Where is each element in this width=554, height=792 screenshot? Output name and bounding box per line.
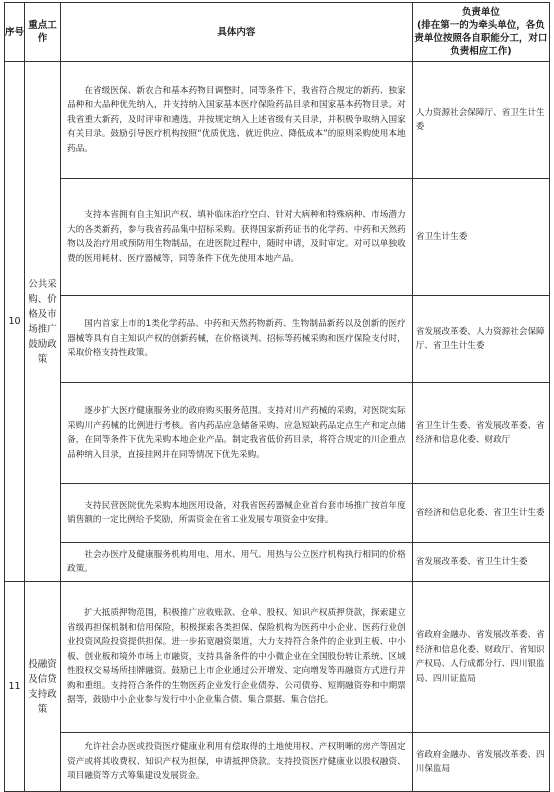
table-row <box>5 383 550 484</box>
content-cell: 扩大抵质押物范围，积极推广应收账款、仓单、股权、知识产权质押贷款，探索建立省级再担保机制和信用保险，积极探索各类担保、保险机构为医药中小企业、医药行业创业投资风险投资提供担保。进一步拓宽融资渠道，大力支持符合条件的企业到主板、中小板、创业板和境外市场上市融资，支持具备条件的中小微企业在全国股份转让系统、区域性股权交易场所挂牌融资。鼓励已上市企业通过公开增发、定向增发等再融资方式进行并购和重组。支持符合条件的生物医药企业发行企业债券、公司债券、短期融资券和中期票据等，鼓励中小企业参与发行中小企业集合债、集合票据、集合信托。 <box>61 582 413 733</box>
row-number: 10 <box>5 62 25 582</box>
table-row <box>5 484 550 543</box>
table-row <box>5 543 550 582</box>
header-unit-title: 负责单位 <box>461 7 500 18</box>
content-cell: 国内首家上市的1类化学药品、中药和天然药物新药、生物制品新药以及创新的医疗器械等具有自主知识产权的创新药械，在价格谈判、招标等药械采购和医疗保险支付时，采取价格支持性政策。 <box>61 296 413 383</box>
unit-cell: 省卫生计生委、省发展改革委、省经济和信息化委、财政厅 <box>412 383 549 484</box>
header-unit-note: (排在第一的为牵头单位，各负责单位按照各自职能分工，对口负责相应工作) <box>414 20 548 57</box>
content-cell: 社会办医疗及健康服务机构用电、用水、用气、用热与公立医疗机构执行相同的价格政策。 <box>61 543 413 582</box>
table-row <box>5 179 550 296</box>
table-row <box>5 733 550 792</box>
unit-cell: 省经济和信息化委、省卫生计生委 <box>412 484 549 543</box>
header-no: 序号 <box>5 3 25 62</box>
header-focus: 重点工作 <box>25 3 61 62</box>
header-unit <box>412 3 549 62</box>
unit-cell: 省发展改革委、省卫生计生委 <box>412 543 549 582</box>
header-content: 具体内容 <box>61 3 413 62</box>
content-cell: 允许社会办医或投资医疗健康业利用有偿取得的土地使用权、产权明晰的房产等固定资产或将其收费权、知识产权为担保，申请抵押贷款。支持投资医疗健康业以股权融资、项目融资等方式筹集建设发展资金。 <box>61 733 413 792</box>
content-cell: 逐步扩大医疗健康服务业的政府购买服务范围。支持对川产药械的采购，对医院实际采购川产药械的比例进行考核。省内药品应急储备采购、应急短缺药品定点生产和定点储备，在同等条件下优先采购本地企业产品。制定我省低价药目录，将符合规定的川企重点品种纳入目录，直接挂网并在同等情况下优先采购。 <box>61 383 413 484</box>
focus-area: 公共采购、价格及市场推广鼓励政策 <box>25 62 61 582</box>
unit-cell: 人力资源社会保障厅、省卫生计生委 <box>412 62 549 179</box>
content-cell: 支持本省拥有自主知识产权、填补临床治疗空白、针对大病种和特殊病种、市场潜力大的各类新药，参与我省药品集中招标采购。获得国家新药证书的化学药、中药和天然药物以及治疗用或预防用生物制品，在进医院过程中，随时申请，及时审定。对可以单独收费的医用耗材、医疗器械等，同等条件下优先使用本地产品。 <box>61 179 413 296</box>
policy-table <box>4 2 550 792</box>
content-cell: 支持民营医院优先采购本地医用设备，对我省医药器械企业首台套市场推广按首年度销售额的一定比例给予奖励，所需资金在省工业发展专项资金中安排。 <box>61 484 413 543</box>
table-row <box>5 296 550 383</box>
focus-area: 投融资及信贷支持政策 <box>25 582 61 792</box>
content-cell: 在省级医保、新农合和基本药物目调整时，同等条件下，我省符合规定的新药、独家品种和大品种优先纳入，并支持纳入国家基本医疗保险药品目录和国家基本药物目录。对我省重大新药，及时评审和遴选，并按规定纳入上述省级有关目录，并积极争取纳入国家有关目录。鼓励引导医疗机构按照“优质优选、就近供应、降低成本”的原则采购使用本地药品。 <box>61 62 413 179</box>
table-row <box>5 62 550 179</box>
unit-cell: 省发展改革委、人力资源社会保障厅、省卫生计生委 <box>412 296 549 383</box>
unit-cell: 省政府金融办、省发展改革委、四川保监局 <box>412 733 549 792</box>
unit-cell: 省卫生计生委 <box>412 179 549 296</box>
unit-cell: 省政府金融办、省发展改革委、省经济和信息化委、财政厅、省知识产权局、人行成都分行、四川银监局、四川证监局 <box>412 582 549 733</box>
table-row <box>5 582 550 733</box>
row-number: 11 <box>5 582 25 792</box>
table-header-row <box>5 3 550 62</box>
